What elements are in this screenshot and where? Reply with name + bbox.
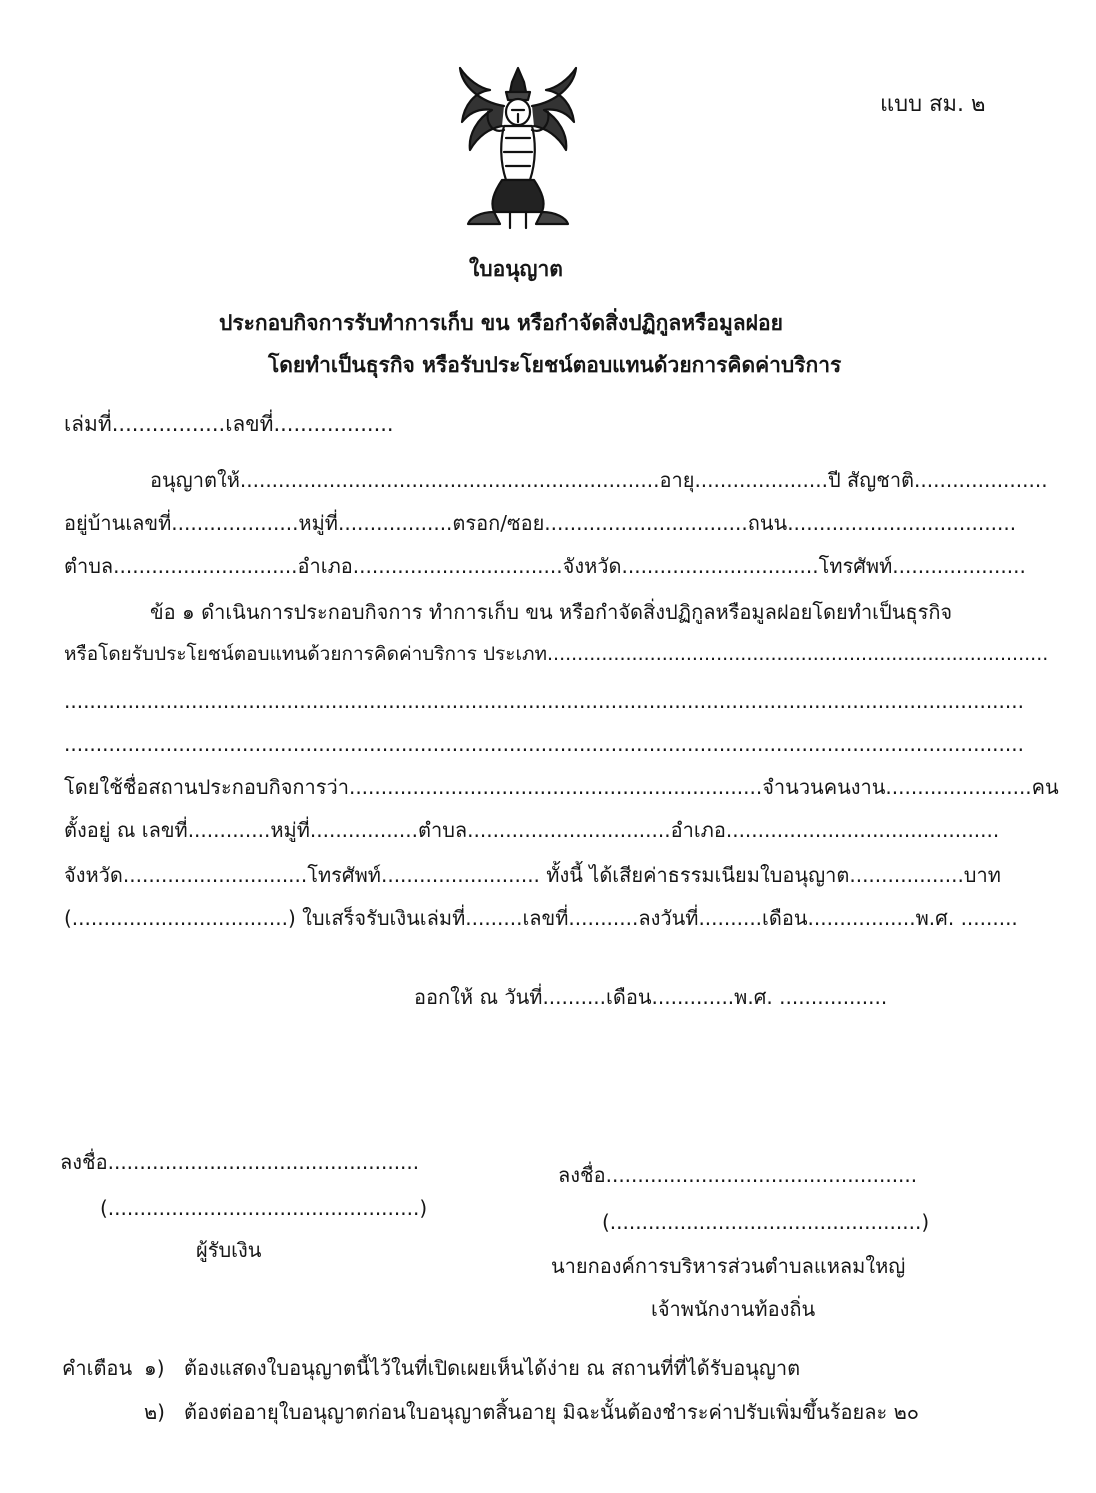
form-code: แบบ สม. ๒ (880, 92, 986, 117)
warning-item-1: ต้องแสดงใบอนุญาตนี้ไว้ในที่เปิดเผยเห็นได้ง่าย ณ สถานที่ที่ได้รับอนุญาต (184, 1356, 801, 1380)
receipt-line: (..................................) ใบเสร็จรับเงินเล่มที่.........เลขที่...........ลงวันที่..........เดือน.................พ.ศ. ......... (64, 906, 1018, 930)
issued-date-line: ออกให้ ณ วันที่..........เดือน.............พ.ศ. ................. (414, 985, 888, 1009)
clause-1-line-a: ข้อ ๑ ดำเนินการประกอบกิจการ ทำการเก็บ ขน หรือกำจัดสิ่งปฏิกูลหรือมูลฝอยโดยทำเป็นธุรกิจ (150, 600, 953, 624)
business-name-line: โดยใช้ชื่อสถานประกอบกิจการว่า.................................................................จำนวนคนงาน.......................คน (64, 775, 1059, 799)
warning-item-2: ต้องต่ออายุใบอนุญาตก่อนใบอนุญาตสิ้นอายุ มิฉะนั้นต้องชำระค่าปรับเพิ่มขึ้นร้อยละ ๒๐ (184, 1400, 919, 1424)
warning-item-2-number: ๒) (144, 1400, 165, 1424)
licensee-line: อนุญาตให้..................................................................อายุ.....................ปี สัญชาติ..................... (150, 468, 1048, 492)
province-fee-line: จังหวัด.............................โทรศัพท์......................... ทั้งนี้ ได้เสียค่าธรรมเนียมใบอนุญาต..................บาท (64, 863, 1001, 887)
right-signer-role-2: เจ้าพนักงานท้องถิ่น (651, 1297, 816, 1321)
book-number-line: เล่มที่.................เลขที่.................. (64, 412, 394, 436)
blank-line-1: ....................................................................................................................................................... (64, 689, 1024, 713)
left-signer-role: ผู้รับเงิน (196, 1238, 262, 1262)
clause-1-line-b: หรือโดยรับประโยชน์ตอบแทนด้วยการคิดค่าบริการ ประเภท................................................................................... (64, 643, 1049, 665)
page-subtitle-2: โดยทำเป็นธุรกิจ หรือรับประโยชน์ตอบแทนด้วยการคิดค่าบริการ (268, 353, 842, 377)
warning-label: คำเตือน (62, 1356, 133, 1380)
garuda-emblem-icon (440, 62, 596, 230)
location-line: ตั้งอยู่ ณ เลขที่.............หมู่ที่.................ตำบล................................อำเภอ........................................... (64, 818, 1000, 842)
left-printed-name: (.................................................) (100, 1196, 428, 1220)
address-line-2: ตำบล.............................อำเภอ.................................จังหวัด...............................โทรศัพท์..................... (64, 554, 1026, 578)
left-signature-line: ลงชื่อ................................................. (60, 1150, 420, 1174)
right-printed-name: (.................................................) (602, 1210, 930, 1234)
right-signature-line: ลงชื่อ................................................. (558, 1163, 918, 1187)
warning-item-1-number: ๑) (144, 1356, 165, 1380)
address-line-1: อยู่บ้านเลขที่....................หมู่ที่..................ตรอก/ซอย................................ถนน.................................... (64, 511, 1017, 535)
page-subtitle-1: ประกอบกิจการรับทำการเก็บ ขน หรือกำจัดสิ่งปฏิกูลหรือมูลฝอย (219, 311, 783, 335)
page-title: ใบอนุญาต (469, 257, 563, 281)
blank-line-2: ....................................................................................................................................................... (64, 732, 1024, 756)
right-signer-role-1: นายกองค์การบริหารส่วนตำบลแหลมใหญ่ (551, 1254, 906, 1278)
